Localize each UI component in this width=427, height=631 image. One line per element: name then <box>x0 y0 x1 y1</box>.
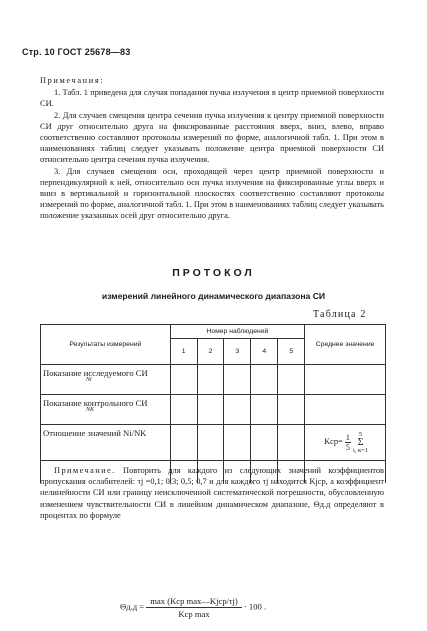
avg-formula-sum-top: 5 <box>358 431 363 438</box>
observation-number-2: 2 <box>197 339 224 365</box>
page-header-text: Стр. 10 ГОСТ 25678—83 <box>22 47 131 57</box>
table-row <box>41 395 386 425</box>
observation-number-4: 4 <box>251 339 278 365</box>
protocol-subtitle: измерений линейного динамического диапазона СИ <box>101 291 326 301</box>
observation-number-3: 3 <box>224 339 251 365</box>
bottom-note-label: Примечание. <box>54 466 116 475</box>
nonlinearity-formula <box>120 596 266 619</box>
avg-formula-sum <box>353 431 368 454</box>
table-row <box>41 425 386 461</box>
avg-formula-num: 1 <box>345 433 350 442</box>
row-label-tested <box>41 365 171 395</box>
row-label-control <box>41 395 171 425</box>
average-formula <box>322 431 369 454</box>
row-symbol-control: NK <box>86 407 95 413</box>
avg-formula-sum-bottom: i, к=1 <box>352 447 369 454</box>
note-paragraph-3: 3. Для случаев смещения оси, проходящей через центр приемной поверхности и перпендикулярной к ней, относительно оси пучка излучения на фиксированные углы вверх и вниз в вертикальной и горизонтальной плоскостях соответственно составляют протоколы измерений по форме, аналогичной табл. 1. При этом в наименованиях таблиц следует указывать положение указанных осей друг относительно друга. <box>40 166 384 221</box>
protocol-title: ПРОТОКОЛ <box>172 267 255 279</box>
row-label-tested-text: Показание исследуемого СИ <box>43 368 148 378</box>
bottom-note <box>40 465 384 521</box>
page-header <box>22 47 130 57</box>
note-paragraph-1: 1. Табл. 1 приведена для случая попадания пучка излучения в центр приемной поверхности СИ. <box>40 88 384 109</box>
avg-formula-den: 5 <box>345 443 350 452</box>
table-caption: Таблица 2 <box>313 309 367 320</box>
formula-denominator: Kср max <box>178 609 210 619</box>
formula-numerator: max (Kср max—Kjср/τj) <box>146 596 241 608</box>
row-label-ratio-text: Отношение значений Ni/NK <box>43 428 147 438</box>
avg-formula-sum-sign: Σ <box>357 437 364 448</box>
notes-heading: Примечания: <box>40 76 105 85</box>
observation-number-1: 1 <box>170 339 197 365</box>
bottom-note-text: Повторить для каждого из следующих значений коэффициентов пропускания ослабителей: τj =0,1; 0,3; 0,5; 0,7 и для каждого τj находится Kjср, а коэффициент нелинейности СИ или границу неисключенной систематической погрешности, обусловленную изменением чувствительности СИ в линейном динамическом диапазоне, Θд.д определяют в процентах по формуле <box>40 466 385 520</box>
avg-formula-lhs: Kср= <box>324 437 343 447</box>
table-row <box>41 365 386 395</box>
formula-fraction <box>146 596 241 619</box>
row-label-ratio <box>41 425 171 461</box>
header-average: Среднее значение <box>305 325 386 365</box>
row-symbol-tested: Ni <box>86 377 92 383</box>
formula-tail: · 100 . <box>243 601 267 612</box>
formula-lhs: Θд.д = <box>120 601 145 612</box>
header-results: Результаты измерений <box>41 325 171 365</box>
note-paragraph-2: 2. Для случаев смещения центра сечения пучка излучения к центру приемной поверхности СИ друг относительно друга на фиксированные расстояния вверх, вниз, влево, вправо соответственно составляют протоколы измерений по форме, аналогичной табл. 1. При этом в наименованиях таблиц следует указывать положение центра приемной поверхности СИ относительно центра сечения пучка излучения. <box>40 110 384 165</box>
measurement-table <box>40 324 386 483</box>
average-formula-cell <box>305 425 386 461</box>
row-label-control-text: Показание контрольного СИ <box>43 398 148 408</box>
header-observations: Номер наблюдений <box>170 325 305 339</box>
observation-number-5: 5 <box>278 339 305 365</box>
avg-formula-fraction <box>345 433 351 452</box>
notes-block <box>40 75 384 222</box>
